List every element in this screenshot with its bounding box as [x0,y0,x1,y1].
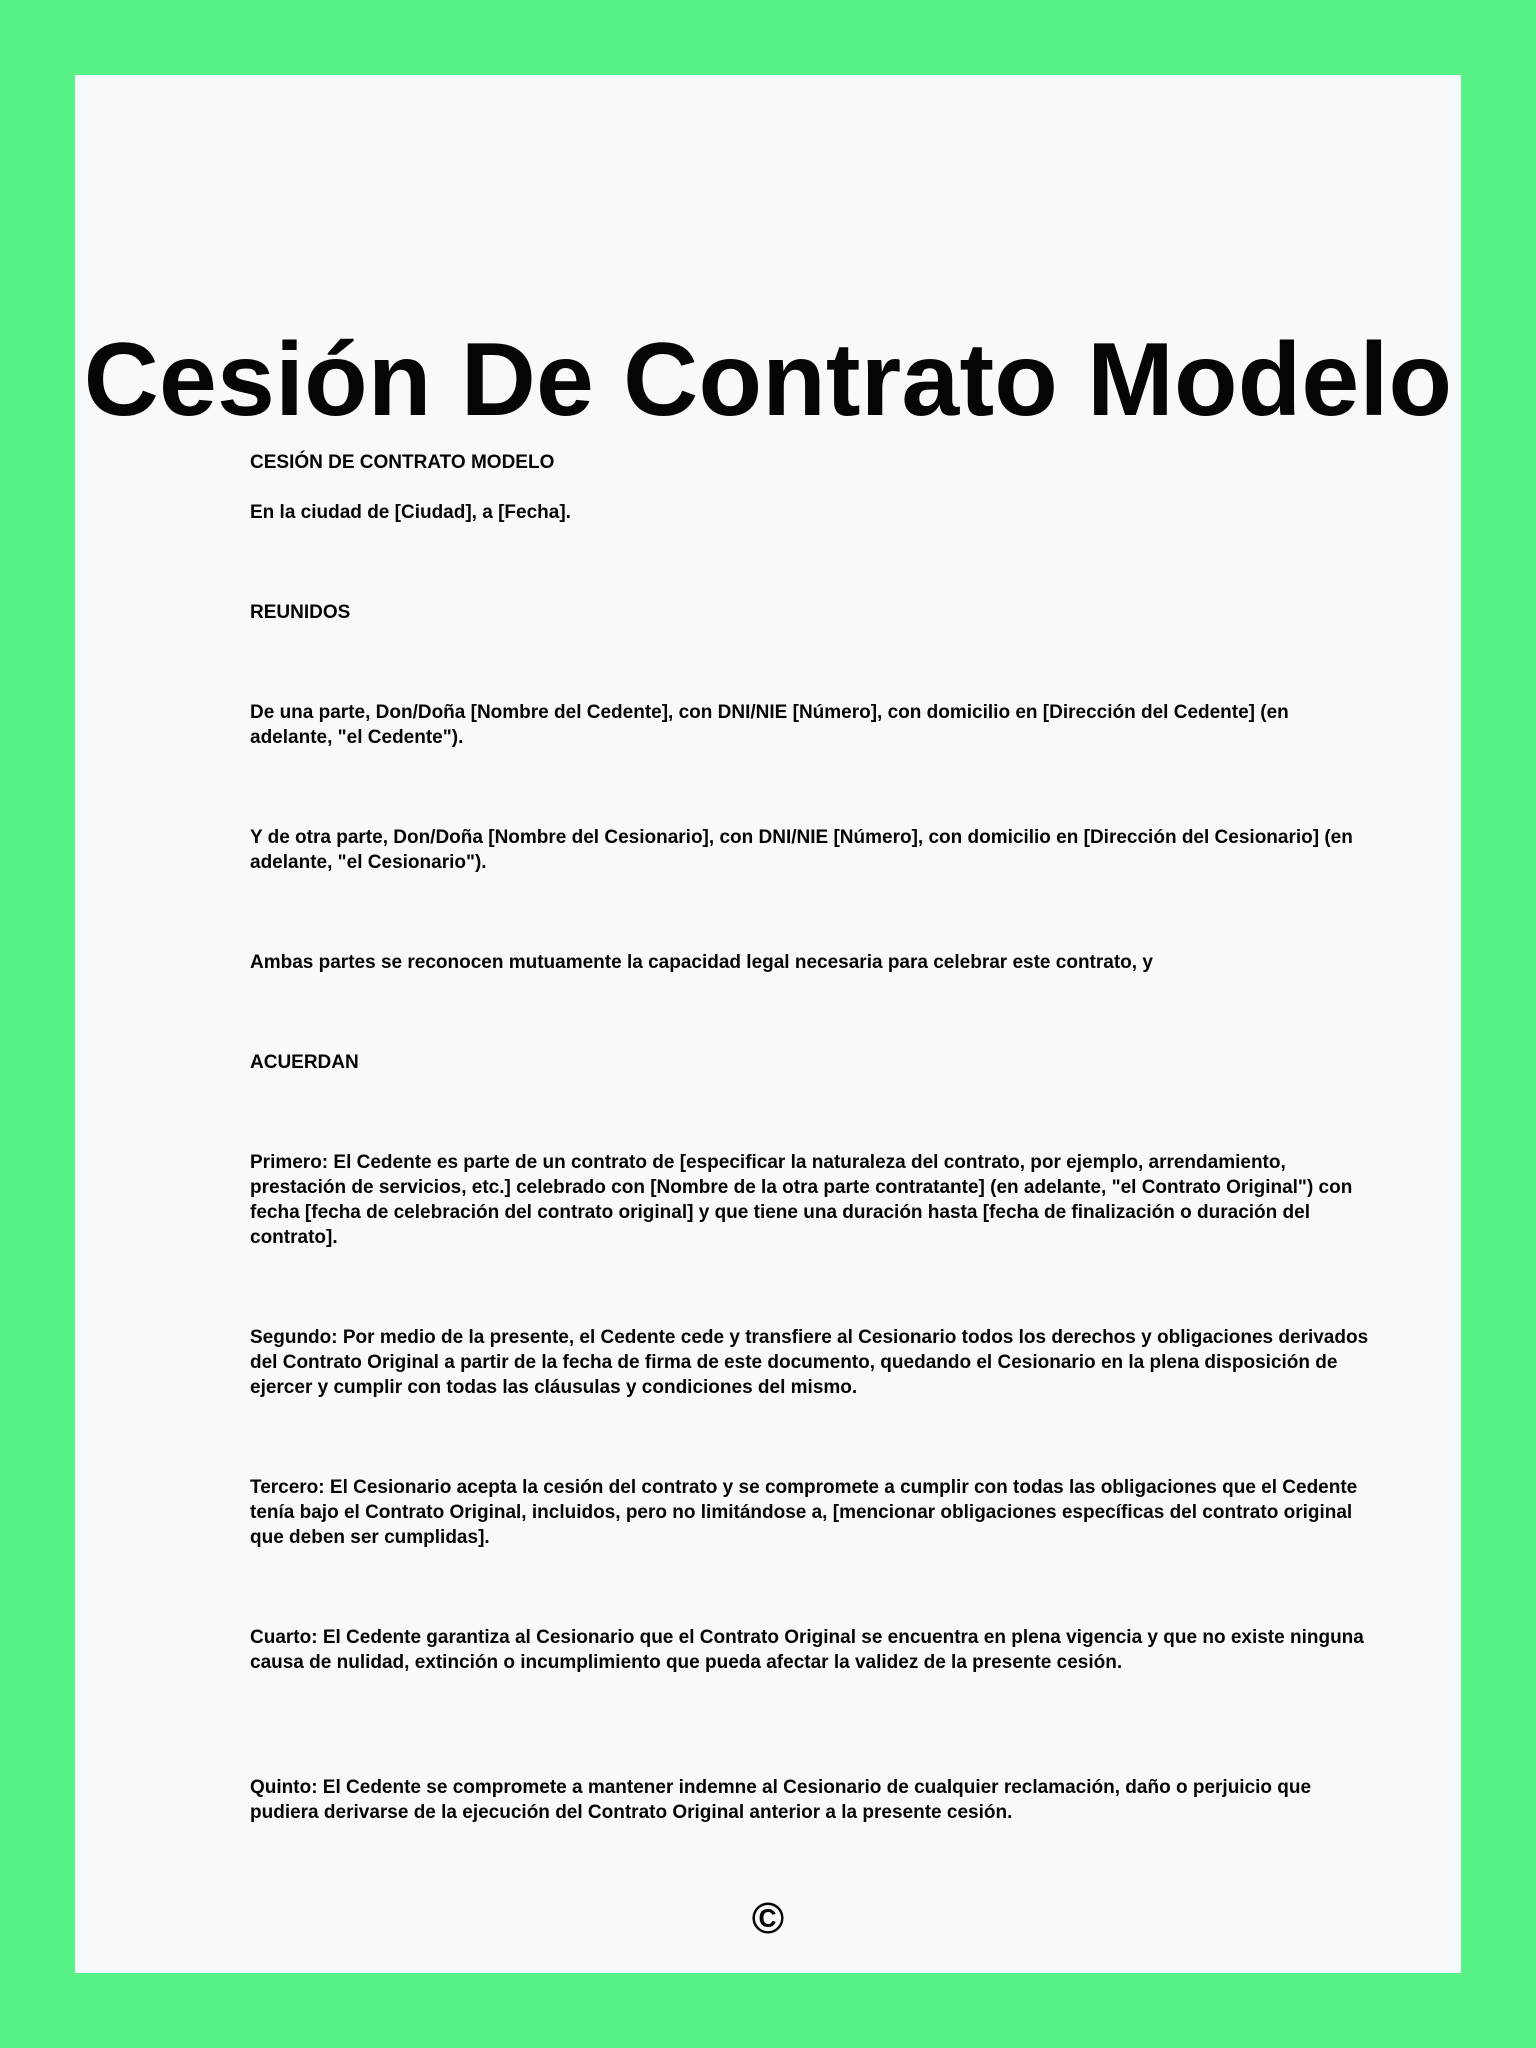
page-title: Cesión De Contrato Modelo [83,322,1453,438]
clause-tercero: Tercero: El Cesionario acepta la cesión del contrato y se compromete a cumplir con todas las obligaciones que el Cedente tenía bajo el Contrato Original, incluidos, pero no limitándose a, [mencionar obligaciones específicas del contrato original que deben ser cumplidas]. [250,1477,1358,1548]
section-heading-reunidos: REUNIDOS [250,602,351,623]
city-date-line: En la ciudad de [Ciudad], a [Fecha]. [250,502,571,523]
capacity-paragraph: Ambas partes se reconocen mutuamente la capacidad legal necesaria para celebrar este contrato, y [250,952,1153,973]
clause-quinto: Quinto: El Cedente se compromete a mantener indemne al Cesionario de cualquier reclamación, daño o perjuicio que pudiera derivarse de la ejecución del Contrato Original anterior a la presente cesión. [250,1777,1312,1823]
clause-segundo: Segundo: Por medio de la presente, el Cedente cede y transfiere al Cesionario todos los derechos y obligaciones derivados del Contrato Original a partir de la fecha de firma de este documento, quedando el Cesionario en la plena disposición de ejercer y cumplir con todas las cláusulas y condiciones del mismo. [250,1327,1369,1398]
section-heading-acuerdan: ACUERDAN [250,1052,359,1073]
cesionario-paragraph: Y de otra parte, Don/Doña [Nombre del Cesionario], con DNI/NIE [Número], con domicilio en [Dirección del Cesionario] (en adelante, "el Cesionario"). [250,827,1353,873]
document-heading: CESIÓN DE CONTRATO MODELO [250,452,555,473]
clause-primero: Primero: El Cedente es parte de un contrato de [especificar la naturaleza del contrato, por ejemplo, arrendamiento, prestación de servicios, etc.] celebrado con [Nombre de la otra parte contratante] (en adelante, "el Contrato Original") con fecha [fecha de celebración del contrato original] y que tiene una duración hasta [fecha de finalización o duración del contrato]. [250,1152,1353,1248]
copyright-icon: © [751,1894,785,1943]
cedente-paragraph: De una parte, Don/Doña [Nombre del Cedente], con DNI/NIE [Número], con domicilio en [Dirección del Cedente] (en adelante, "el Cedente"). [250,702,1289,748]
clause-cuarto: Cuarto: El Cedente garantiza al Cesionario que el Contrato Original se encuentra en plena vigencia y que no existe ninguna causa de nulidad, extinción o incumplimiento que pueda afectar la validez de la presente cesión. [250,1627,1364,1673]
document-page [75,75,1461,1973]
